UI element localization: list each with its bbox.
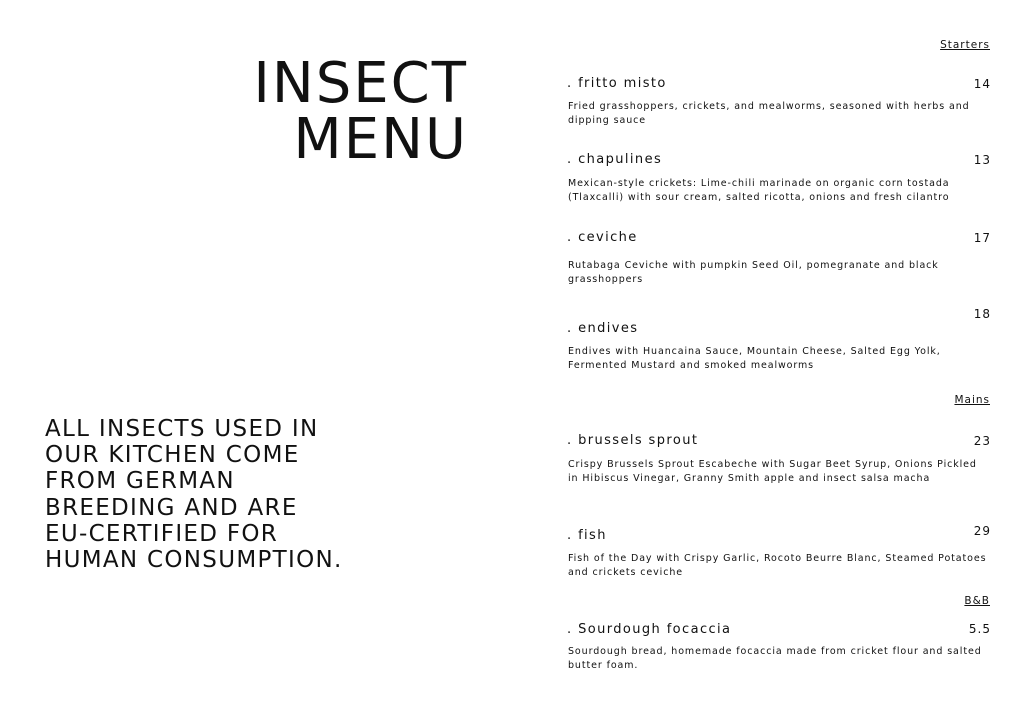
menu-title-line-2: MENU: [293, 107, 468, 172]
item-price: 13: [973, 153, 991, 167]
item-price: 18: [973, 307, 991, 321]
menu-title: [253, 51, 468, 172]
section-label-starters: Starters: [940, 39, 990, 51]
item-name: . ceviche: [567, 230, 638, 245]
item-price: 14: [973, 77, 991, 91]
item-name: . fish: [567, 528, 607, 543]
item-price: 29: [973, 524, 991, 538]
item-price: 5.5: [968, 622, 991, 636]
item-description: Crispy Brussels Sprout Escabeche with Sugar Beet Syrup, Onions Pickled in Hibiscus Vinegar, Granny Smith apple and insect salsa macha: [568, 459, 977, 484]
menu-title-line-1: INSECT: [253, 51, 468, 116]
item-name: . brussels sprout: [567, 433, 699, 448]
section-label-bb: B&B: [964, 595, 990, 607]
item-name: . chapulines: [567, 152, 663, 167]
item-name: . endives: [567, 321, 639, 336]
item-description: Fried grasshoppers, crickets, and mealworms, seasoned with herbs and dipping sauce: [568, 101, 970, 126]
item-name: . fritto misto: [567, 76, 667, 91]
item-description: Mexican-style crickets: Lime-chili marinade on organic corn tostada (Tlaxcalli) with sour cream, salted ricotta, onions and fresh cilantro: [568, 178, 950, 203]
item-description: Rutabaga Ceviche with pumpkin Seed Oil, pomegranate and black grasshoppers: [568, 260, 939, 285]
item-description: Endives with Huancaina Sauce, Mountain Cheese, Salted Egg Yolk, Fermented Mustard and smoked mealworms: [568, 346, 941, 371]
item-name: . Sourdough focaccia: [567, 622, 732, 637]
item-price: 23: [973, 434, 991, 448]
item-description: Sourdough bread, homemade focaccia made from cricket flour and salted butter foam.: [568, 646, 982, 671]
item-description: Fish of the Day with Crispy Garlic, Rocoto Beurre Blanc, Steamed Potatoes and crickets ceviche: [568, 553, 987, 578]
section-label-mains: Mains: [954, 394, 990, 406]
item-price: 17: [973, 231, 991, 245]
insect-origin-note: ALL INSECTS USED IN OUR KITCHEN COME FROM GERMAN BREEDING AND ARE EU-CERTIFIED FOR HUMAN CONSUMPTION.: [45, 416, 343, 574]
